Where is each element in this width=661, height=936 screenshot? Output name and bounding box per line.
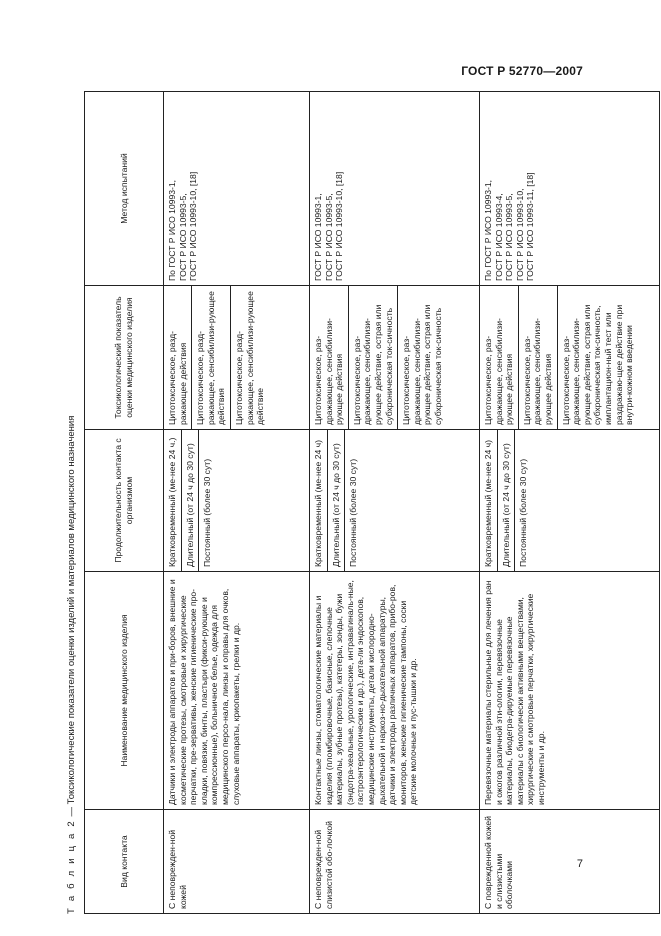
rotated-table-region: [58, 84, 635, 924]
contact-type-cell: С неповрежден-ной слизистой обо-лочкой: [310, 810, 480, 914]
method-line: ГОСТ Р ИСО 10993-5,: [177, 193, 188, 281]
products-cell: Перевязочные материалы стерильные для лечения ран и ожогов различной эти-ологии, перевязочные материалы, биодегра-дируемые перевязочные материалы с биологически активными веществами, хирургические и смотровые перчатки, хирургические инструменты и др.: [480, 572, 660, 810]
method-line: По ГОСТ Р ИСО 10993-1,: [483, 179, 493, 281]
method-line: По ГОСТ Р ИСО 10993-1,: [167, 179, 177, 281]
products-cell: Контактные линзы, стоматологические материалы и изделия (пломбировочные, базисные, слепочные материалы, зубные протезы), катетеры, зонды, бужи (эндотра-хеальные, урологические, интравагиналь-ные, гастроэнтерологические и др.), дета-ли эндоскопов, медицинские инструменты, детали кислородно-дыхательной и наркоз-но-дыхательной аппаратуры, датчики и электроды различных аппаратов, прибо-ров, мониторов, женские гигиенические тампоны, соски детские молочные и пус-тышки и др.: [310, 572, 480, 810]
document-code: ГОСТ Р 52770—2007: [461, 64, 583, 78]
indicator-long: Цитотоксическое, разд-ражающее, сенсибилизи-рующее действия: [192, 286, 231, 429]
products-cell: Датчики и электроды аппаратов и при-боров, внешние и косметические протезы, смотровые и хирургические перчатки, пре-зервативы, женские гигиенические про-кладки, повязки, бинты, пластыри (фикси-рующие и компрессионные), больничное белье, одежда для медицинского персо-нала, линзы и оправы для очков, слуховые аппараты, криопакеты, грелки и др.: [164, 572, 310, 810]
duration-cell: [310, 430, 480, 572]
table-row: [480, 92, 660, 914]
table-header-row: [85, 92, 164, 914]
indicator-short: Цитотоксическое, раз-дражающее, сенсибилизи-рующее действия: [480, 286, 519, 429]
indicator-cell: [480, 286, 660, 430]
indicator-permanent: Цитотоксическое, разд-ражающее, сенсибилизи-рующее действие: [233, 291, 266, 425]
method-cell: [164, 92, 310, 286]
duration-short: Кратковременный (ме-нее 24 ч): [480, 430, 498, 571]
method-line: ГОСТ Р ИСО 10993-10, [18]: [334, 171, 345, 281]
duration-short: Кратковременный (ме-нее 24 ч): [310, 430, 328, 571]
table-caption-text: — Токсикологические показатели оценки изделий и материалов медицинского назначения: [66, 415, 77, 820]
table-caption: [66, 416, 78, 914]
column-header: Вид контакта: [85, 810, 164, 914]
indicator-long: Цитотоксическое, раз-дражающее, сенсибилизи-рующее действие, острая или субхроническая ток-сичность: [349, 286, 398, 429]
indicator-long: Цитотоксическое, раз-дражающее, сенсибилизи-рующее действия: [519, 286, 558, 429]
duration-long: Длительный (от 24 ч до 30 сут): [498, 430, 516, 571]
contact-type-cell: С неповрежден-ной кожей: [164, 810, 310, 914]
duration-long: Длительный (от 24 ч до 30 сут): [328, 430, 346, 571]
table-landscape: [58, 84, 635, 920]
duration-permanent: Постоянный (более 30 сут): [348, 458, 359, 567]
column-header: Токсикологический показатель оценки медицинского изделия: [85, 286, 164, 430]
method-line: ГОСТ Р ИСО 10993-5,: [323, 193, 334, 281]
column-header: Метод испытаний: [85, 92, 164, 286]
toxicology-table: [84, 91, 660, 914]
indicator-short: Цитотоксическое, разд-ражающее действия: [164, 286, 192, 429]
column-header: Наименование медицинского изделия: [85, 572, 164, 810]
indicator-permanent: Цитотоксическое, раз-дражающее, сенсибилизи-рующее действие, острая или субхроническая ток-сичность: [401, 304, 443, 425]
table-row: [310, 92, 480, 914]
duration-permanent: Постоянный (более 30 сут): [518, 458, 529, 567]
method-line: ГОСТ Р ИСО 10993-4,: [493, 193, 504, 281]
method-cell: [480, 92, 660, 286]
method-cell: [310, 92, 480, 286]
method-line: ГОСТ Р ИСО 10993-5,: [504, 193, 515, 281]
method-line: ГОСТ Р ИСО 10993-1,: [313, 193, 323, 281]
table-row: [164, 92, 310, 914]
duration-cell: [480, 430, 660, 572]
method-line: ГОСТ Р ИСО 10993-11, [18]: [525, 172, 536, 281]
indicator-cell: [310, 286, 480, 430]
duration-short: Кратковременный (ме-нее 24 ч.): [164, 430, 182, 571]
indicator-permanent: Цитотоксическое, раз-дражающее, сенсибилизи-рующее действие, острая или субхроническая ток-сичность, имплантацион-ный тест или раздражаю-щее действие при внутри-кожном введении: [560, 304, 635, 425]
column-header: Продолжительность контакта с организмом: [85, 430, 164, 572]
indicator-cell: [164, 286, 310, 430]
indicator-short: Цитотоксическое, раз-дражающее, сенсибилизи-рующее действия: [310, 286, 349, 429]
duration-permanent: Постоянный (более 30 сут): [202, 458, 213, 567]
method-line: ГОСТ Р ИСО 10993-10, [18]: [188, 171, 199, 281]
table-caption-prefix: Т а б л и ц а 2: [66, 819, 77, 914]
contact-type-cell: С поврежденной кожей и слизистыми оболочками: [480, 810, 660, 914]
duration-long: Длительный (от 24 ч до 30 сут): [182, 430, 200, 571]
method-line: ГОСТ Р ИСО 10993-10,: [514, 188, 525, 281]
page-number: 7: [576, 858, 583, 870]
duration-cell: [164, 430, 310, 572]
